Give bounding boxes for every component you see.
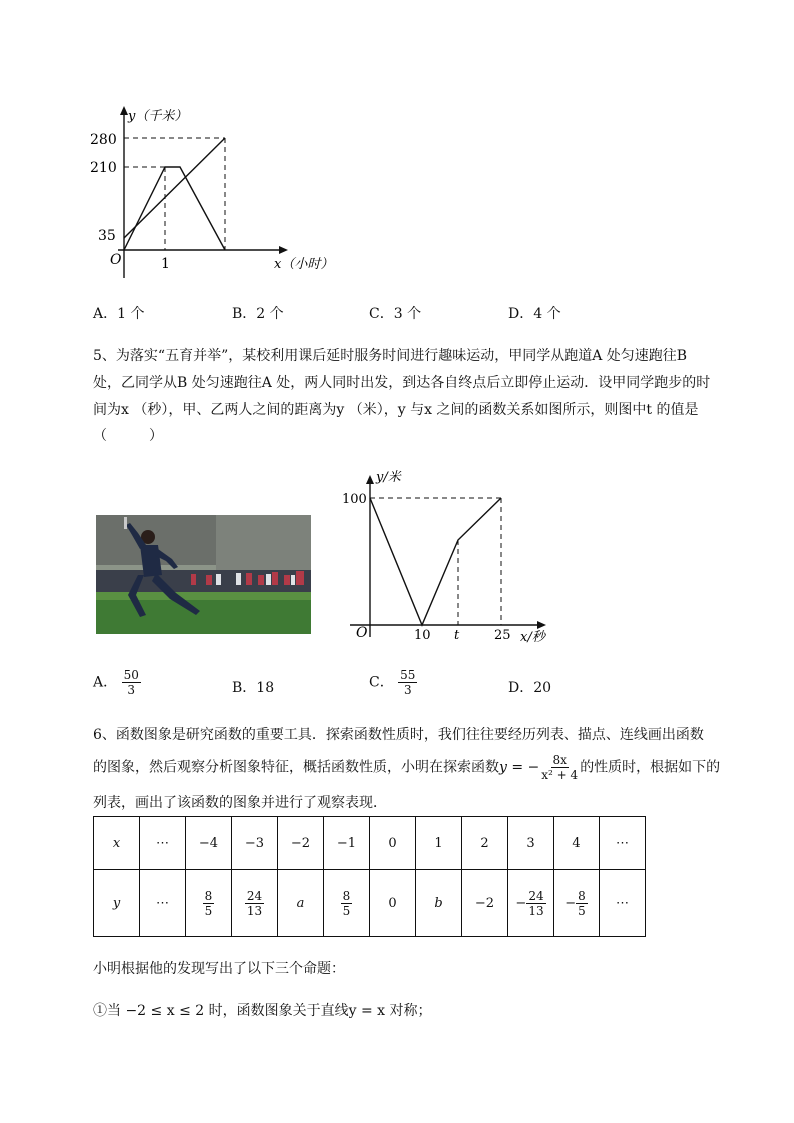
formula-lhs: y = − bbox=[499, 759, 540, 776]
x-axis-arrow bbox=[279, 246, 288, 254]
table-cell: x bbox=[94, 817, 140, 870]
x-tick-t: t bbox=[454, 628, 460, 643]
formula-fraction bbox=[539, 753, 580, 782]
fraction-numerator: 55 bbox=[400, 668, 416, 682]
formula-numerator: 8x bbox=[552, 753, 567, 767]
trapezoid-line bbox=[124, 167, 225, 250]
q5-option-d: D．20 bbox=[508, 680, 552, 696]
running-photo bbox=[96, 515, 311, 634]
origin-label: O bbox=[110, 252, 122, 268]
y-axis-arrow bbox=[120, 106, 128, 115]
fraction-55-3 bbox=[398, 668, 417, 697]
q5-line-4: （ ） bbox=[93, 428, 163, 444]
q5-line-3: 间为x （秒），甲、乙两人之间的距离为y （米），y 与x 之间的函数关系如图所示，则图中t 的值是 bbox=[93, 402, 699, 418]
option-d: D．4 个 bbox=[508, 306, 561, 322]
table-cell: ⋯ bbox=[600, 817, 646, 870]
q5-line-2: 处，乙同学从B 处匀速跑往A 处，两人同时出发，到达各自终点后立即停止运动．设甲同学跑步的时 bbox=[93, 375, 711, 391]
table-cell: 2 bbox=[462, 817, 508, 870]
q6-line-2a: 的图象，然后观察分析图象特征，概括函数性质，小明在探索函数 bbox=[93, 759, 499, 776]
y-tick-210: 210 bbox=[90, 160, 117, 176]
table-row-y bbox=[94, 870, 646, 937]
q6-line-2b: 的性质时，根据如下的 bbox=[580, 759, 721, 776]
fraction-numerator: 50 bbox=[123, 668, 139, 682]
table-cell: 0 bbox=[370, 817, 416, 870]
distance-time-graph-1 bbox=[88, 100, 368, 280]
x-tick-25: 25 bbox=[494, 628, 511, 643]
x-tick-1: 1 bbox=[161, 256, 170, 272]
option-c-label: C． bbox=[369, 674, 394, 691]
y-tick-280: 280 bbox=[90, 132, 117, 148]
table-cell: ⋯ bbox=[140, 870, 186, 937]
table-cell: 1 bbox=[416, 817, 462, 870]
table-cell bbox=[232, 870, 278, 937]
q6-line-2 bbox=[93, 753, 773, 782]
q6-line-1: 6、函数图象是研究函数的重要工具．探索函数性质时，我们往往要经历列表、描点、连线画出函数 bbox=[93, 727, 704, 743]
table-cell: ⋯ bbox=[140, 817, 186, 870]
table-cell: −3 bbox=[232, 817, 278, 870]
table-cell: − $\frac{8}{5}$ bbox=[554, 870, 600, 937]
q5-option-c bbox=[369, 668, 417, 697]
table-cell: 3 bbox=[508, 817, 554, 870]
fraction-denominator: 3 bbox=[127, 683, 136, 697]
option-a: A．1 个 bbox=[93, 306, 145, 322]
cell-fraction: $\frac{8}{5}$ bbox=[342, 888, 351, 918]
x-axis-arrow bbox=[537, 621, 546, 629]
table-cell: −1 bbox=[324, 817, 370, 870]
values-table bbox=[93, 816, 646, 937]
cell-fraction: $\frac{8}{5}$ bbox=[204, 888, 213, 918]
table-cell: 0 bbox=[370, 870, 416, 937]
table-cell: a bbox=[278, 870, 324, 937]
distance-line bbox=[370, 498, 501, 625]
table-cell: 4 bbox=[554, 817, 600, 870]
fraction-denominator: 3 bbox=[403, 683, 412, 697]
formula-denominator: x² + 4 bbox=[541, 768, 579, 782]
x-axis-label: x/秒 bbox=[520, 630, 545, 645]
table-cell: −2 bbox=[278, 817, 324, 870]
table-cell: ⋯ bbox=[600, 870, 646, 937]
table-cell: −4 bbox=[186, 817, 232, 870]
option-a-label: A． bbox=[93, 674, 118, 691]
y-tick-35: 35 bbox=[98, 228, 116, 244]
y-axis-label: y（千米） bbox=[128, 109, 188, 124]
y-axis-label: y/米 bbox=[376, 470, 401, 485]
table-row-x bbox=[94, 817, 646, 870]
fraction-50-3 bbox=[122, 668, 141, 697]
q5-line-1: 5、为落实“五育并举”，某校利用课后延时服务时间进行趣味运动，甲同学从跑道A 处匀速跑往B bbox=[93, 348, 688, 364]
q6-after-table: 小明根据他的发现写出了以下三个命题： bbox=[93, 961, 345, 977]
origin-label: O bbox=[356, 625, 368, 641]
cell-fraction: $\frac{8}{5}$ bbox=[578, 888, 586, 918]
y-axis-arrow bbox=[366, 475, 374, 484]
y-tick-100: 100 bbox=[342, 492, 367, 507]
distance-time-graph-2 bbox=[340, 465, 570, 645]
option-c: C．3 个 bbox=[369, 306, 422, 322]
cell-fraction: $\frac{24}{13}$ bbox=[246, 888, 263, 918]
q5-option-b: B．18 bbox=[232, 680, 275, 696]
table-cell: −2 bbox=[462, 870, 508, 937]
x-tick-10: 10 bbox=[414, 628, 431, 643]
table-cell: y bbox=[94, 870, 140, 937]
q5-option-a bbox=[93, 668, 141, 697]
x-axis-label: x（小时） bbox=[274, 257, 334, 272]
option-b: B．2 个 bbox=[232, 306, 284, 322]
q6-proposition-1: ①当 −2 ≤ x ≤ 2 时，函数图象关于直线y = x 对称； bbox=[93, 1003, 432, 1019]
table-cell: b bbox=[416, 870, 462, 937]
cell-fraction: $\frac{24}{13}$ bbox=[528, 888, 544, 918]
table-cell bbox=[186, 870, 232, 937]
q6-line-3: 列表，画出了该函数的图象并进行了观察表现． bbox=[93, 795, 387, 811]
table-cell: − $\frac{24}{13}$ bbox=[508, 870, 554, 937]
table-cell bbox=[324, 870, 370, 937]
